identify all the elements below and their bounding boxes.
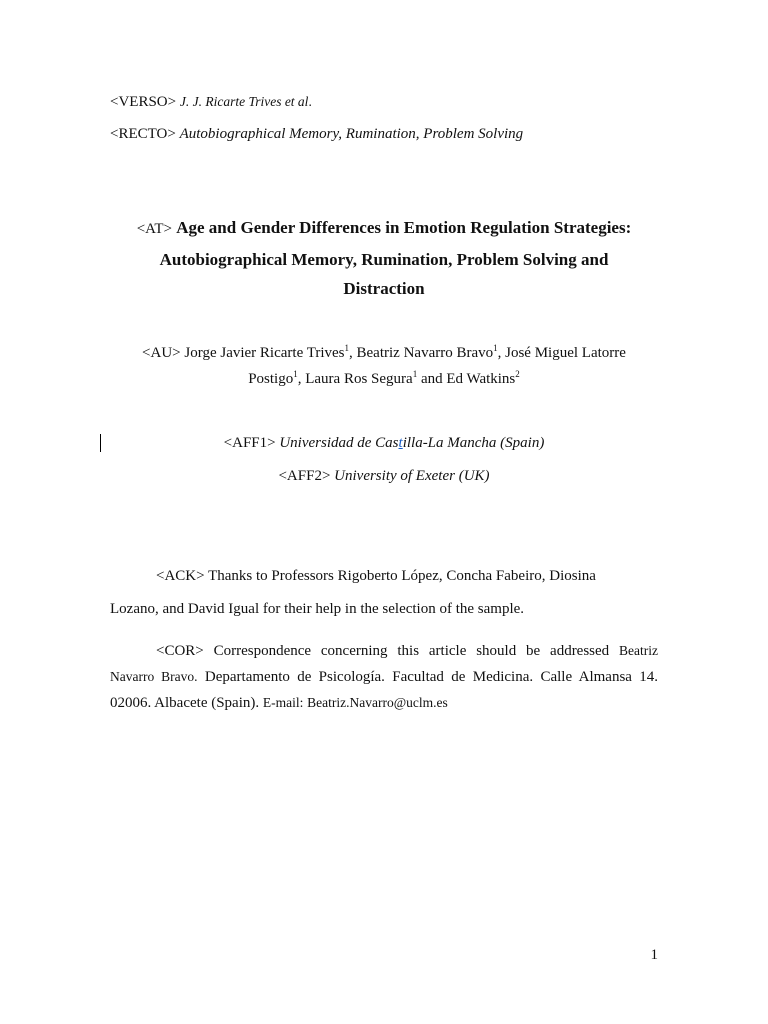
correspondence-paragraph bbox=[110, 638, 658, 716]
title-text-3: Distraction bbox=[343, 279, 425, 298]
title-text-2: Autobiographical Memory, Rumination, Problem Solving and bbox=[159, 249, 609, 269]
verso-dot: . bbox=[308, 94, 312, 109]
author-5: and Ed Watkins bbox=[417, 371, 516, 387]
verso-text: J. J. Ricarte Trives et al bbox=[179, 94, 309, 109]
aff1-text-pre: Universidad de Cas bbox=[279, 435, 399, 451]
aff1-text-post: illa-La Mancha (Spain) bbox=[402, 435, 545, 451]
author-5-sup: 2 bbox=[515, 369, 520, 379]
author-3: , José Miguel Latorre bbox=[497, 345, 626, 361]
title-line-3 bbox=[100, 274, 668, 304]
title-line-1 bbox=[100, 213, 668, 245]
title-tag: <AT> bbox=[136, 221, 172, 237]
affiliation-1 bbox=[100, 435, 668, 452]
verso-line bbox=[110, 94, 312, 111]
cor-name-1: Beatriz bbox=[619, 643, 659, 658]
affiliation-2 bbox=[100, 468, 668, 485]
page-number: 1 bbox=[650, 947, 658, 963]
aff2-tag: <AFF2> bbox=[278, 468, 331, 484]
ack-line-1: <ACK> Thanks to Professors Rigoberto López, Concha Fabeiro, Diosina bbox=[156, 568, 596, 584]
cor-line-2 bbox=[110, 664, 658, 690]
author-1-sup: 1 bbox=[344, 343, 350, 353]
cor-line-3 bbox=[110, 690, 658, 716]
authors-line-2 bbox=[100, 371, 668, 388]
aff1-marked-char[interactable]: t bbox=[398, 435, 403, 451]
title-line-2 bbox=[100, 245, 668, 275]
author-3b: Postigo bbox=[248, 371, 294, 387]
authors-line-1 bbox=[100, 345, 668, 362]
author-4-sup: 1 bbox=[412, 369, 418, 379]
author-2-sup: 1 bbox=[493, 343, 498, 353]
author-3-sup: 1 bbox=[293, 369, 298, 379]
author-2: , Beatriz Navarro Bravo bbox=[349, 345, 494, 361]
author-1: Jorge Javier Ricarte Trives bbox=[184, 345, 345, 361]
cor-text-1: <COR> Correspondence concerning this article should be addressed bbox=[156, 643, 610, 659]
aff1-tag: <AFF1> bbox=[223, 435, 276, 451]
title-text-1: Age and Gender Differences in Emotion Regulation Strategies: bbox=[176, 218, 632, 237]
cor-email-label: E-mail: bbox=[262, 695, 304, 710]
cor-line-1 bbox=[110, 638, 658, 664]
recto-text: Autobiographical Memory, Rumination, Problem Solving bbox=[179, 126, 524, 142]
cor-text-2: Departamento de Psicología. Facultad de Medicina. Calle Almansa 14. bbox=[204, 669, 659, 685]
author-4: , Laura Ros Segura bbox=[297, 371, 413, 387]
cor-name-2: Navarro Bravo. bbox=[110, 669, 198, 684]
aff2-text: University of Exeter (UK) bbox=[334, 468, 490, 484]
article-title bbox=[100, 213, 668, 304]
cor-text-3: 02006. Albacete (Spain). bbox=[110, 695, 260, 711]
cor-email[interactable]: Beatriz.Navarro@uclm.es bbox=[307, 695, 448, 710]
recto-tag: <RECTO> bbox=[110, 126, 176, 142]
recto-line bbox=[110, 126, 523, 143]
authors-tag: <AU> bbox=[142, 345, 181, 361]
verso-tag: <VERSO> bbox=[110, 94, 177, 110]
ack-line-2: Lozano, and David Igual for their help in the selection of the sample. bbox=[110, 601, 525, 617]
